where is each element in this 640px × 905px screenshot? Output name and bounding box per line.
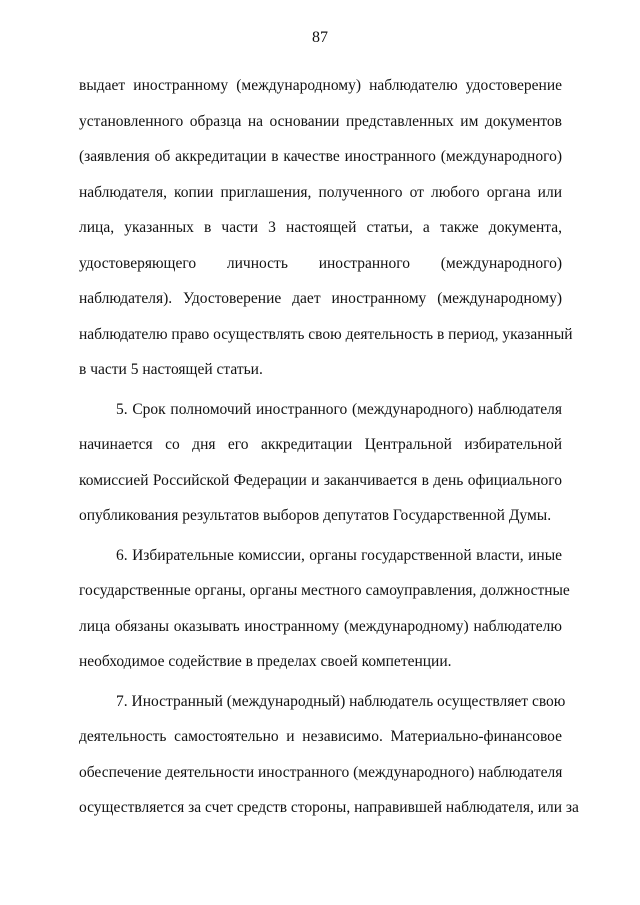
text-line: 6. Избирательные комиссии, органы государственной власти, иные bbox=[116, 546, 562, 564]
paragraph-continuation bbox=[79, 68, 573, 388]
paragraph-clause-7 bbox=[79, 684, 579, 826]
text-line: обеспечение деятельности иностранного (международного) наблюдателя bbox=[79, 763, 563, 781]
text-line: наблюдателя, копии приглашения, полученного от любого органа или bbox=[79, 183, 562, 201]
text-line: выдает иностранному (международному) наблюдателю удостоверение bbox=[79, 77, 562, 94]
text-line: комиссией Российской Федерации и заканчивается в день официального bbox=[79, 471, 562, 489]
text-line: деятельность самостоятельно и независимо. Материально-финансовое bbox=[79, 728, 562, 745]
text-line: наблюдателя). Удостоверение дает иностранному (международному) bbox=[79, 290, 562, 307]
text-line: необходимое содействие в пределах своей компетенции. bbox=[79, 653, 452, 670]
text-line: лица обязаны оказывать иностранному (международному) наблюдателю bbox=[79, 617, 562, 635]
text-line: лица, указанных в части 3 настоящей статьи, а также документа, bbox=[79, 219, 562, 236]
document-body bbox=[79, 68, 579, 826]
page-number: 87 bbox=[312, 29, 328, 46]
text-line: опубликования результатов выборов депутатов Государственной Думы. bbox=[79, 507, 552, 524]
text-line: удостоверяющего личность иностранного (международного) bbox=[79, 254, 562, 272]
text-line: (заявления об аккредитации в качестве иностранного (международного) bbox=[79, 148, 562, 165]
text-line: 7. Иностранный (международный) наблюдатель осуществляет свою bbox=[116, 692, 566, 710]
text-line: 5. Срок полномочий иностранного (международного) наблюдателя bbox=[116, 400, 562, 418]
text-line: наблюдателю право осуществлять свою деятельность в период, указанный bbox=[79, 325, 573, 343]
paragraph-clause-6 bbox=[79, 538, 570, 680]
text-line: начинается со дня его аккредитации Центральной избирательной bbox=[79, 436, 562, 453]
text-line: осуществляется за счет средств стороны, направившей наблюдателя, или за bbox=[79, 799, 579, 816]
text-line: в части 5 настоящей статьи. bbox=[79, 361, 263, 378]
text-line: установленного образца на основании представленных им документов bbox=[79, 112, 562, 130]
text-line: государственные органы, органы местного самоуправления, должностные bbox=[79, 582, 570, 599]
paragraph-clause-5 bbox=[79, 392, 562, 534]
